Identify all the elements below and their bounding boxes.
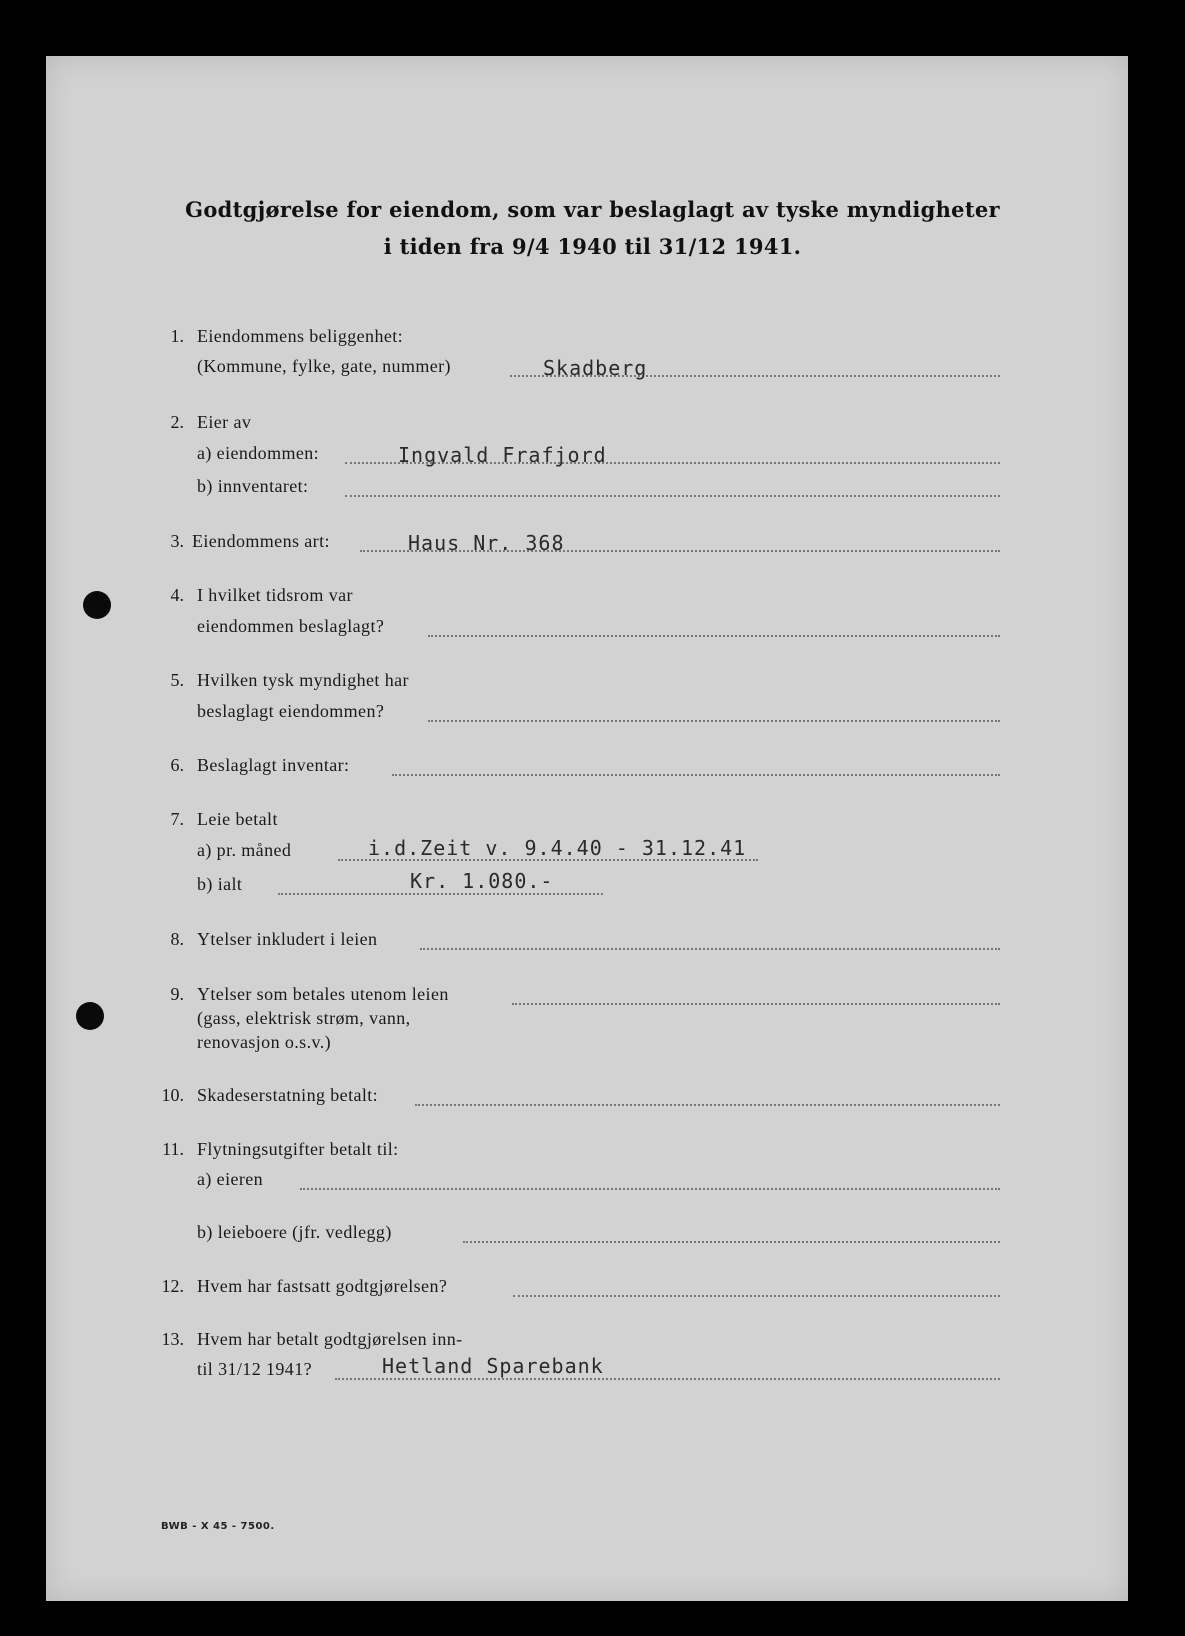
item-8-label: Ytelser inkludert i leien <box>197 929 378 949</box>
item-10-line <box>415 1104 1000 1106</box>
item-5-label: Hvilken tysk myndighet har <box>197 670 409 690</box>
item-13-answer: Hetland Sparebank <box>382 1354 604 1378</box>
punch-hole-top <box>83 591 111 619</box>
item-7a-label: a) pr. måned <box>197 840 292 860</box>
item-7-number: 7. <box>170 809 184 829</box>
item-11b-label: b) leieboere (jfr. vedlegg) <box>197 1222 392 1242</box>
item-6-line <box>392 774 1000 776</box>
item-2-label: Eier av <box>197 412 252 432</box>
form-code: BWB - X 45 - 7500. <box>161 1521 275 1532</box>
item-3-label: Eiendommens art: <box>192 531 330 551</box>
item-11a-line <box>300 1188 1000 1190</box>
item-10-label: Skadeserstatning betalt: <box>197 1085 379 1105</box>
form-title-line1: Godtgjørelse for eiendom, som var beslaglagt av tyske myndigheter <box>185 197 1000 222</box>
item-11b-line <box>463 1241 1000 1243</box>
item-1-answer: Skadberg <box>543 356 648 380</box>
item-1-sublabel: (Kommune, fylke, gate, nummer) <box>197 356 451 376</box>
item-5-sublabel: beslaglagt eiendommen? <box>197 701 385 721</box>
item-4-line <box>428 635 1000 637</box>
item-7b-line <box>278 893 603 895</box>
item-8-number: 8. <box>170 929 184 949</box>
item-4-label: I hvilket tidsrom var <box>197 585 353 605</box>
item-3-answer: Haus Nr. 368 <box>408 531 565 555</box>
item-9-line <box>512 1003 1000 1005</box>
item-9-sublabel-1: (gass, elektrisk strøm, vann, <box>197 1008 411 1028</box>
item-9-label: Ytelser som betales utenom leien <box>197 984 449 1004</box>
item-1-number: 1. <box>170 326 184 346</box>
item-8-line <box>420 948 1000 950</box>
item-9-number: 9. <box>170 984 184 1004</box>
item-13-label: Hvem har betalt godtgjørelsen inn- <box>197 1329 463 1349</box>
item-13-sublabel: til 31/12 1941? <box>197 1359 312 1379</box>
item-13-number: 13. <box>161 1329 184 1349</box>
item-11a-label: a) eieren <box>197 1169 264 1189</box>
item-12-number: 12. <box>161 1276 184 1296</box>
item-2b-line <box>345 495 1000 497</box>
item-6-number: 6. <box>170 755 184 775</box>
item-13-line <box>335 1378 1000 1380</box>
item-7a-answer: i.d.Zeit v. 9.4.40 - 31.12.41 <box>368 836 747 860</box>
item-12-line <box>513 1295 1000 1297</box>
item-6-label: Beslaglagt inventar: <box>197 755 350 775</box>
item-2b-label: b) innventaret: <box>197 476 309 496</box>
item-11-label: Flytningsutgifter betalt til: <box>197 1139 399 1159</box>
punch-hole-bottom <box>76 1002 104 1030</box>
item-9-sublabel-2: renovasjon o.s.v.) <box>197 1032 332 1052</box>
item-1-label: Eiendommens beliggenhet: <box>197 326 404 346</box>
item-4-number: 4. <box>170 585 184 605</box>
item-10-number: 10. <box>161 1085 184 1105</box>
item-11-number: 11. <box>162 1139 184 1159</box>
item-7b-answer: Kr. 1.080.- <box>410 869 554 893</box>
item-2a-label: a) eiendommen: <box>197 443 320 463</box>
item-2-number: 2. <box>170 412 184 432</box>
item-5-number: 5. <box>170 670 184 690</box>
item-7b-label: b) ialt <box>197 874 243 894</box>
item-2a-answer: Ingvald Frafjord <box>398 443 607 467</box>
item-3-number: 3. <box>170 531 184 551</box>
item-4-sublabel: eiendommen beslaglagt? <box>197 616 385 636</box>
item-5-line <box>428 720 1000 722</box>
item-12-label: Hvem har fastsatt godtgjørelsen? <box>197 1276 448 1296</box>
form-title-line2: i tiden fra 9/4 1940 til 31/12 1941. <box>383 234 802 259</box>
item-7-label: Leie betalt <box>197 809 278 829</box>
